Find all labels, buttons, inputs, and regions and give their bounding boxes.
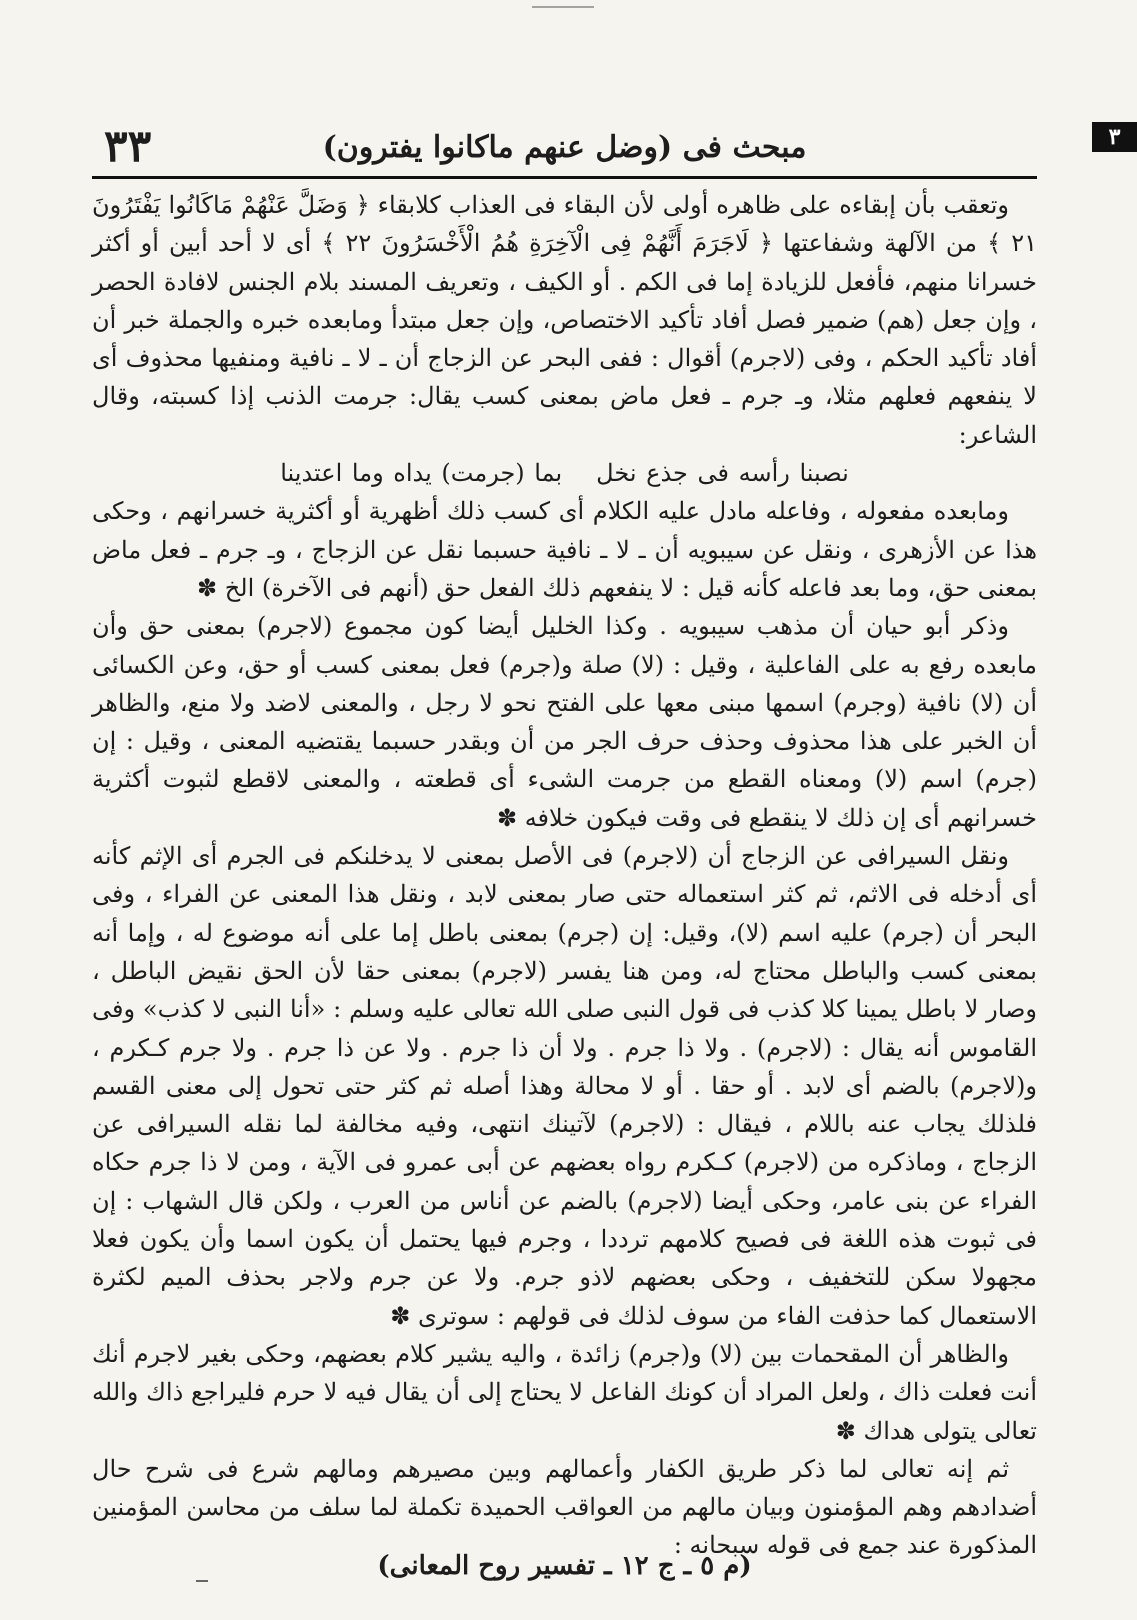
page-number: ٣٣ [104, 121, 152, 172]
paragraph-after-poem: ومابعده مفعوله ، وفاعله مادل عليه الكلام أى كسب ذلك أظهرية أو أكثرية خسرانهم ، وحكى هذا عن الأزهرى ، ونقل عن سيبويه أن ـ لا ـ نافية حسبما نقل عن الزجاج ، وـ جرم ـ فعل ماض بمعنى حق، وما بعد فاعله كأنه قيل : لا ينفعهم ذلك الفعل حق (أنهم فى الآخرة) الخ ✽ [92, 497, 1037, 602]
page-header [92, 120, 1037, 179]
footer-signature: (م ٥ ـ ج ١٢ ـ تفسير روح المعانى) [377, 1551, 752, 1581]
page-body [92, 186, 1038, 1560]
running-title: مبحث فى (وضل عنهم ماكانوا يفترون) [322, 130, 807, 165]
bottom-edge-mark [196, 1580, 208, 1582]
paragraph-sirafi: ونقل السيرافى عن الزجاج أن (لاجرم) فى الأصل بمعنى لا يدخلنكم فى الجرم أى الإثم كأنه أى أدخله فى الاثم، ثم كثر استعماله حتى صار بمعنى لابد ، ونقل هذا المعنى عن الفراء ، وفى البحر أن (جرم) عليه اسم (لا)، وقيل: إن (جرم) بمعنى باطل إما على أنه موضوع له ، وإما أنه بمعنى كسب والباطل محتاج له، ومن هنا يفسر (لاجرم) بمعنى حقا لأن الحق نقيض الباطل ، وصار لا باطل يمينا كلا كذب فى قول النبى صلى الله تعالى عليه وسلم : «أنا النبى لا كذب» وفى القاموس أنه يقال : (لاجرم) . ولا ذا جرم . ولا أن ذا جرم . ولا عن ذا جرم . ولا جرم كـكرم ، و(لاجرم) بالضم أى لابد . أو حقا . أو لا محالة وهذا أصله ثم كثر حتى تحول إلى معنى القسم فلذلك يجاب عنه باللام ، فيقال : (لاجرم) لآتينك انتهى، وفيه مخالفة لما نقله السيرافى عن الزجاج ، وماذكره من (لاجرم) كـكرم رواه بعضهم عن أبى عمرو فى الآية ، ومن لا ذا جرم حكاه الفراء عن بنى عامر، وحكى أيضا (لاجرم) بالضم عن أناس من العرب ، ولكن قال الشهاب : إن فى ثبوت هذه اللغة فى فصيح كلامهم ترددا ، وجرم فيها يحتمل أن يكون اسما وأن يكون فعلا مجهولا سكن للتخفيف ، وحكى بعضهم لاذو جرم. ولا عن جرم ولاجر بحذف الميم لكثرة الاستعمال كما حذفت الفاء من سوف لذلك فى قولهم : سوترى ✽ [92, 842, 1037, 1330]
top-edge-mark [532, 6, 594, 8]
poem-second-hemistich: بما (جرمت) يداه وما اعتدينا [280, 459, 563, 488]
part-tab: ٣ [1092, 122, 1137, 152]
paragraph-closing: ثم إنه تعالى لما ذكر طريق الكفار وأعمالهم وبين مصيرهم ومالهم شرع فى شرح حال أضدادهم وهم المؤمنون وبيان مالهم من العواقب الحميدة تكملة لما سلف من محاسن المؤمنين المذكورة عند جمع فى قوله سبحانه : [92, 1454, 1037, 1560]
paragraph-muqhamat: والظاهر أن المقحمات بين (لا) و(جرم) زائدة ، واليه يشير كلام بعضهم، وحكى بغير لاجرم أنك أنت فعلت ذاك ، ولعل المراد أن كونك الفاعل لا يحتاج إلى أن يقال فيه لا حرم فليراجع ذاك والله تعالى يتولى هداك ✽ [92, 1339, 1038, 1445]
poem-verse [92, 454, 1037, 492]
paragraph-intro: وتعقب بأن إبقاءه على ظاهره أولى لأن البقاء فى العذاب كلابقاء ﴿ وَضَلَّ عَنْهُمْ مَاكَانُوا يَفْتَرُونَ ٢١ ﴾ من الآلهة وشفاعتها ﴿ لَاجَرَمَ أَنَّهُمْ فِى الْآخِرَةِ هُمُ الْأَخْسَرُونَ ٢٢ ﴾ أى لا أحد أبين أو أكثر خسرانا منهم، فأفعل للزيادة إما فى الكم . أو الكيف ، وتعريف المسند بلام الجنس لافادة الحصر ، وإن جعل (هم) ضمير فصل أفاد تأكيد الاختصاص، وإن جعل مبتدأ ومابعده خبره والجملة خبر أن أفاد تأكيد الحكم ، وفى (لاجرم) أقوال : ففى البحر عن الزجاج أن ـ لا ـ نافية ومنفيها محذوف أى لا ينفعهم فعلهم مثلا، وـ جرم ـ فعل ماض بمعنى كسب يقال: جرمت الذنب إذا كسبته، وقال الشاعر: [92, 191, 1037, 449]
paragraph-abu-hayyan: وذكر أبو حيان أن مذهب سيبويه . وكذا الخليل أيضا كون مجموع (لاجرم) بمعنى حق وأن مابعده رفع به على الفاعلية ، وقيل : (لا) صلة و(جرم) فعل بمعنى كسب أو حق، وعن الكسائى أن (لا) نافية (وجرم) اسمها مبنى معها على الفتح نحو لا رجل ، والمعنى لاضد ولا منع، والظاهر أن الخبر على هذا محذوف وحذف حرف الجر من أن وبقدر حسبما يقتضيه المعنى ، وقيل : إن (جرم) اسم (لا) ومعناه القطع من جرمت الشىء أى قطعته ، والمعنى لاقطع لثبوت أكثرية خسرانهم أى إن ذلك لا ينقطع فى وقت فيكون خلافه ✽ [92, 612, 1037, 832]
poem-first-hemistich: نصبنا رأسه فى جذع نخل [596, 459, 849, 488]
